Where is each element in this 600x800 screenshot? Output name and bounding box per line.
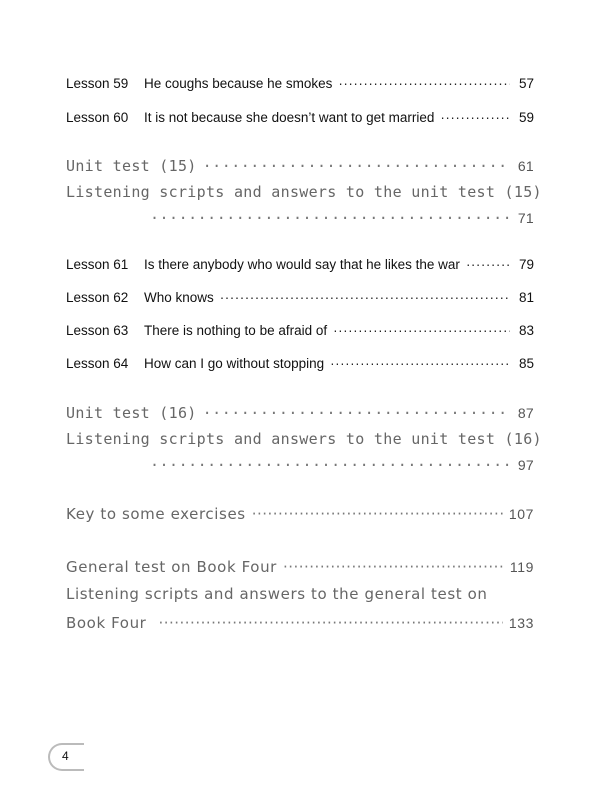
lesson-title: It is not because she doesn’t want to get married [144, 110, 435, 125]
lesson-title: He coughs because he smokes [144, 76, 333, 91]
leader-dots [283, 558, 504, 576]
lesson-title: Who knows [144, 290, 214, 305]
toc-entry-listening-scripts-15-cont [150, 209, 534, 227]
page-number: 61 [517, 158, 534, 174]
lesson-number: Lesson 59 [66, 76, 129, 91]
footer-page-number: 4 [62, 749, 69, 763]
listening-scripts-title: Listening scripts and answers to the unit test (16) [66, 430, 542, 448]
toc-entry-general-test [66, 558, 534, 576]
leader-dots [203, 157, 510, 175]
lesson-number: Lesson 63 [66, 323, 129, 338]
page-number: 83 [518, 323, 534, 338]
lesson-title: How can I go without stopping [144, 356, 325, 371]
key-title: Key to some exercises [66, 505, 246, 523]
page-number: 119 [509, 559, 534, 575]
leader-dots [440, 110, 510, 125]
page-number: 97 [517, 457, 534, 473]
leader-dots [203, 404, 510, 422]
toc-entry-general-listening-scripts [66, 585, 534, 603]
general-test-title: General test on Book Four [66, 558, 277, 576]
page-number: 107 [508, 506, 534, 522]
lesson-number: Lesson 61 [66, 257, 129, 272]
toc-entry-lesson-61 [66, 257, 534, 272]
leader-dots [158, 614, 502, 632]
page-number: 59 [518, 110, 534, 125]
toc-entry-lesson-59 [66, 76, 534, 91]
page-number: 57 [518, 76, 534, 91]
leader-dots [220, 290, 510, 305]
toc-entry-lesson-60 [66, 110, 534, 125]
toc-entry-lesson-63 [66, 323, 534, 338]
general-scripts-title: Listening scripts and answers to the general test on [66, 585, 488, 603]
toc-entry-unit-test-15 [66, 157, 534, 175]
leader-dots [150, 456, 510, 474]
unit-test-title: Unit test (15) [66, 157, 197, 175]
leader-dots [330, 356, 510, 371]
page-number: 133 [508, 615, 534, 631]
toc-entry-lesson-62 [66, 290, 534, 305]
page-number: 87 [517, 405, 534, 421]
lesson-number: Lesson 64 [66, 356, 129, 371]
listening-scripts-title: Listening scripts and answers to the unit test (15) [66, 183, 542, 201]
page-number: 81 [518, 290, 534, 305]
lesson-number: Lesson 60 [66, 110, 129, 125]
toc-entry-listening-scripts-16 [66, 430, 542, 448]
leader-dots [150, 209, 510, 227]
toc-entry-listening-scripts-15 [66, 183, 542, 201]
page-number: 71 [517, 210, 534, 226]
page-number: 85 [518, 356, 534, 371]
toc-entry-general-listening-scripts-cont [66, 614, 534, 632]
lesson-number: Lesson 62 [66, 290, 129, 305]
unit-test-title: Unit test (16) [66, 404, 197, 422]
toc-entry-lesson-64 [66, 356, 534, 371]
leader-dots [338, 76, 510, 91]
leader-dots [466, 257, 510, 272]
leader-dots [252, 505, 503, 523]
lesson-title: Is there anybody who would say that he likes the war [144, 257, 460, 272]
toc-entry-unit-test-16 [66, 404, 534, 422]
leader-dots [333, 323, 510, 338]
general-scripts-title-cont: Book Four [66, 614, 147, 632]
lesson-title: There is nothing to be afraid of [144, 323, 328, 338]
toc-entry-key-to-exercises [66, 505, 534, 523]
page-number: 79 [518, 257, 534, 272]
toc-entry-listening-scripts-16-cont [150, 456, 534, 474]
